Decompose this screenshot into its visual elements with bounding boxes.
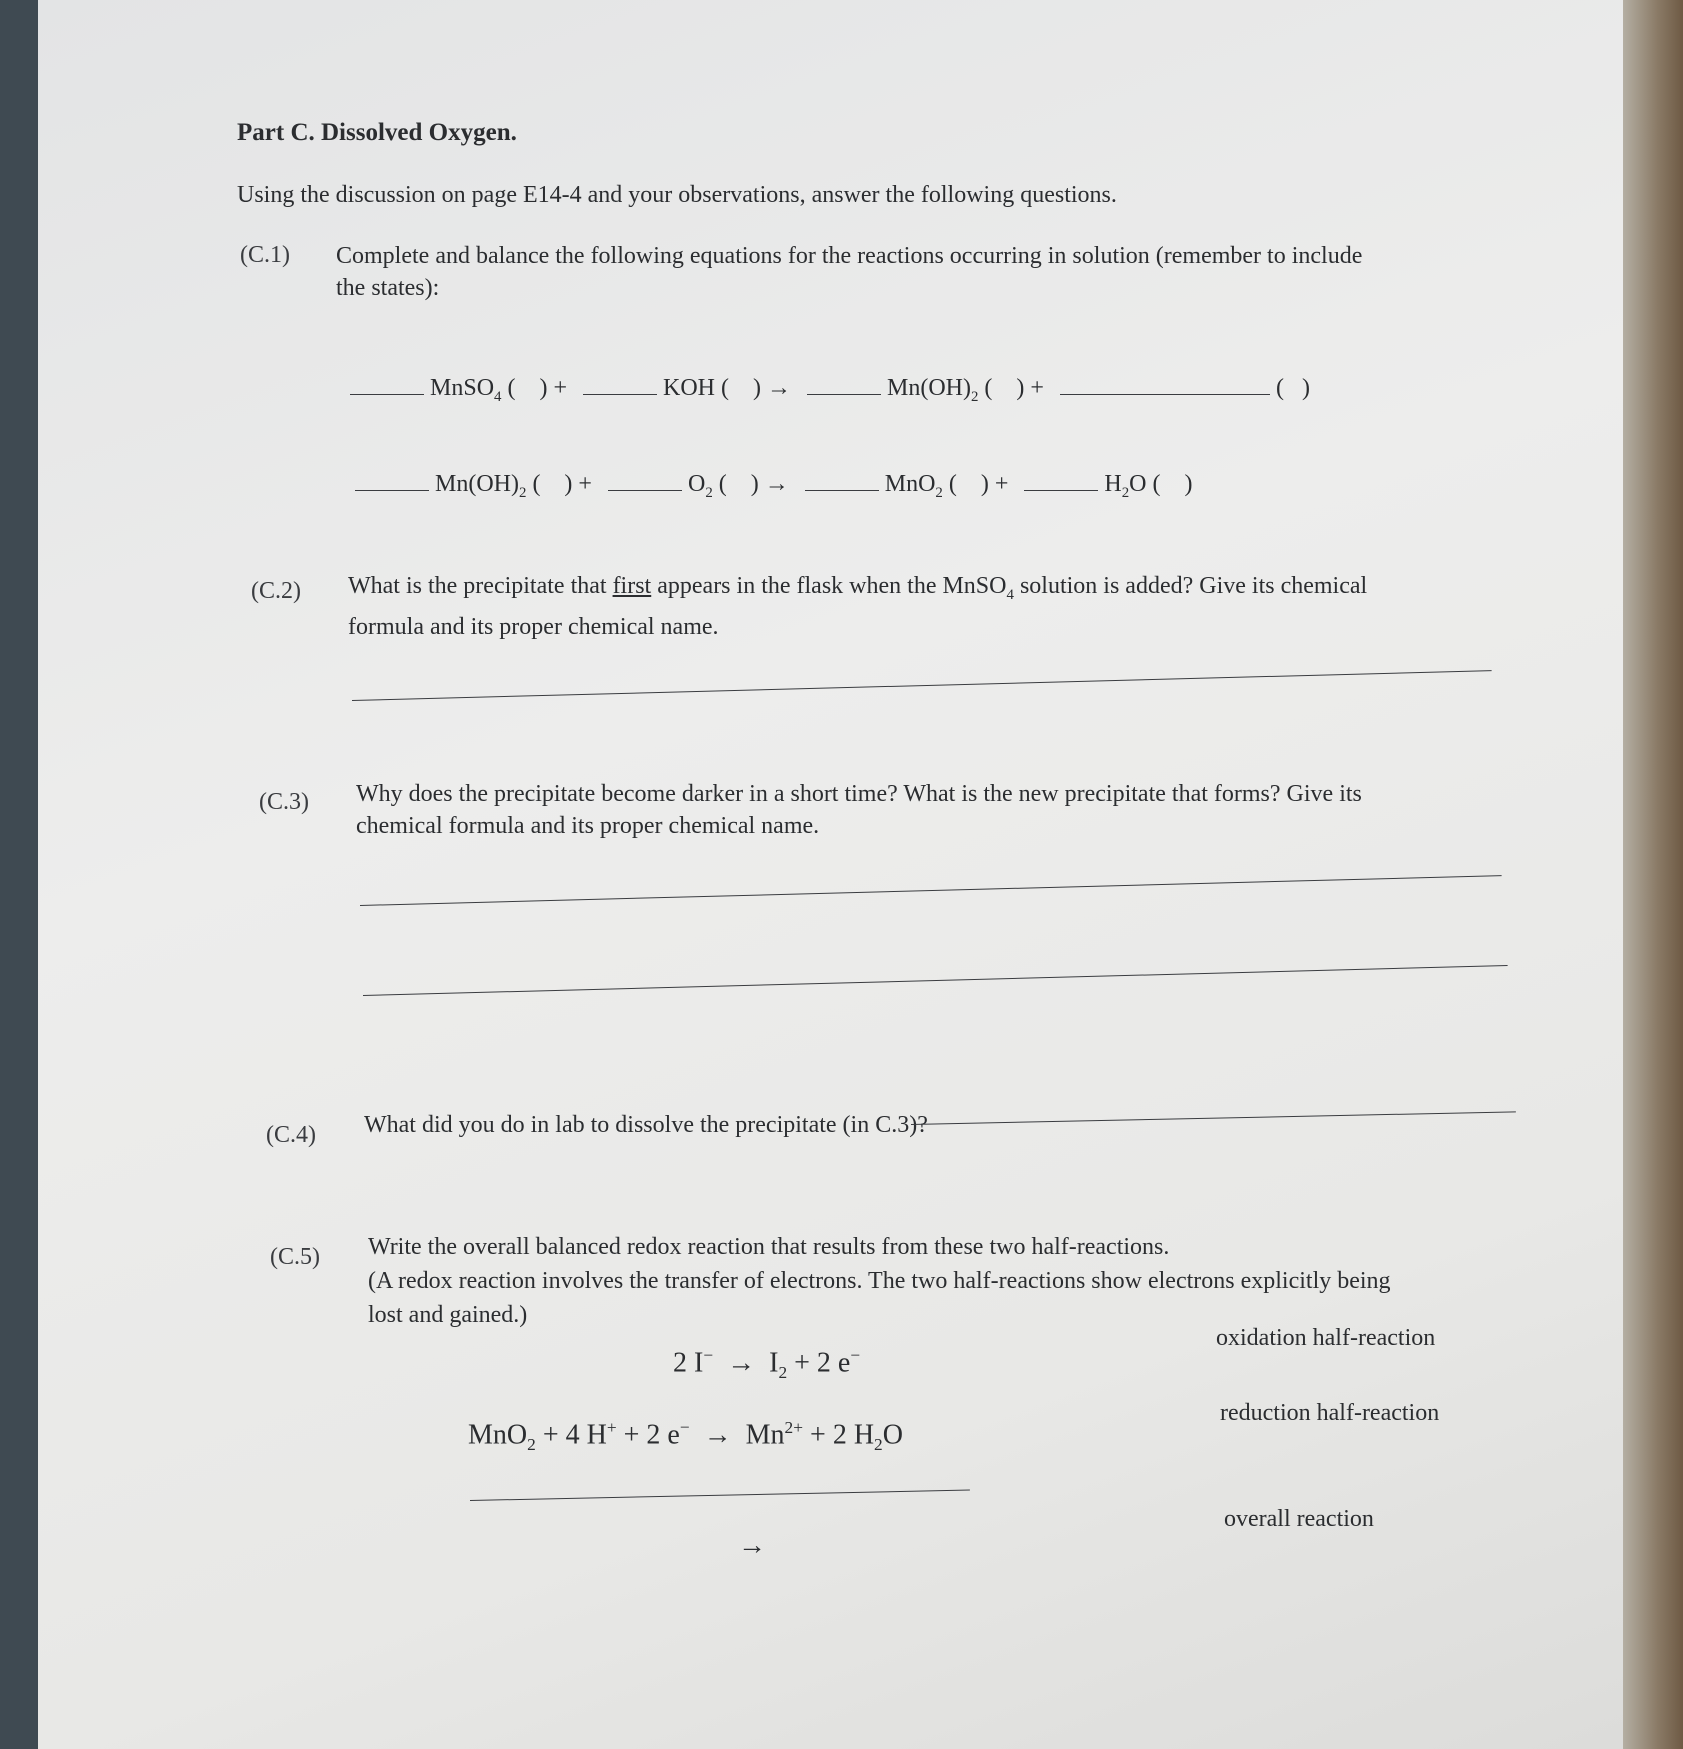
question-number-c1: (C.1) [240,242,290,268]
coefficient-blank[interactable] [583,374,657,395]
answer-line[interactable] [911,1111,1516,1125]
coefficient-blank[interactable] [1024,470,1098,491]
question-number-c2: (C.2) [251,578,301,604]
reduction-label: reduction half-reaction [1220,1400,1440,1426]
sum-line [470,1490,970,1501]
instructions: Using the discussion on page E14-4 and your observations, answer the following questions. [237,182,1117,208]
question-text-c1: Complete and balance the following equations for the reactions occurring in solution (remember to include the states): [336,243,1363,301]
coefficient-blank[interactable] [807,374,881,395]
question-number-c5: (C.5) [270,1244,320,1270]
coefficient-blank[interactable] [805,470,879,491]
product-blank[interactable] [1060,374,1270,395]
coefficient-blank[interactable] [355,470,429,491]
question-text-c5: Write the overall balanced redox reaction that results from these two half-reactions. (A redox reaction involves the transfer of electrons. The two half-reactions show electrons explicitly being lost and gained.) [368,1234,1391,1328]
question-text-c3: Why does the precipitate become darker in a short time? What is the new precipitate that forms? Give its chemical formula and its proper chemical name. [356,781,1362,839]
coefficient-blank[interactable] [608,470,682,491]
question-number-c4: (C.4) [266,1122,316,1148]
question-text-c2: What is the precipitate that first appears in the flask when the MnSO$_4$ solution is added? Give its chemical formula and its proper chemical name. [348,573,1368,640]
reduction-equation: MnO$_2$ + 4 H+ + 2 $e^- \to Mn^{2+} + 2$ $H_2O$ [468,1418,903,1454]
worksheet-page [38,0,1623,1749]
answer-line[interactable] [352,670,1492,701]
equation-2: $Mn(OH)_2$ ( ) + $O_2$ ( ) → MnO$_2$ ( ) + $H_2O$ ( ) [345,470,1198,502]
section-title: Part C. Dissolved Oxygen. [237,119,517,146]
equation-1: MnSO$_4$ ( ) + KOH ( ) → $Mn(OH)_2$ ( ) + ( ) [340,374,1316,406]
answer-line[interactable] [360,875,1502,906]
oxidation-equation: 2 $I^- \to I_2 + 2$ e− [673,1346,861,1382]
answer-line[interactable] [363,965,1508,996]
overall-arrow: → [738,1530,766,1561]
question-number-c3: (C.3) [259,789,309,815]
question-text-c4: What did you do in lab to dissolve the precipitate (in C.3)? [364,1112,928,1138]
overall-label: overall reaction [1224,1506,1374,1532]
coefficient-blank[interactable] [350,374,424,395]
oxidation-label: oxidation half-reaction [1216,1325,1436,1351]
background-edge [1620,0,1683,1749]
